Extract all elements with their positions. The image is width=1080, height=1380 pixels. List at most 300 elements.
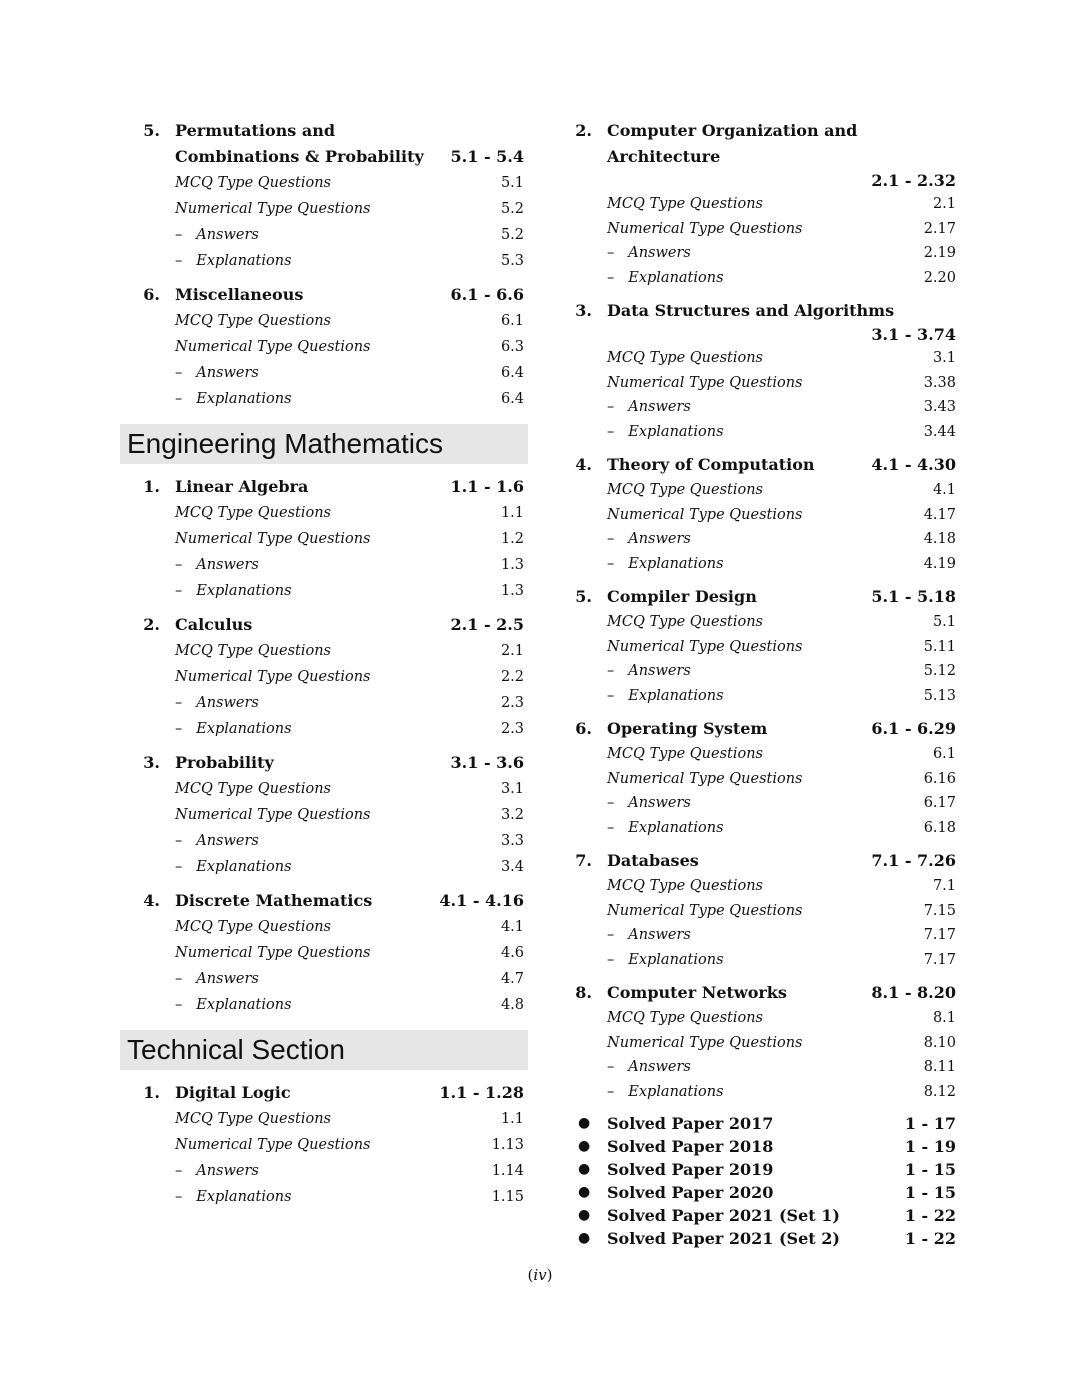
entry-page: 4.19 <box>923 555 956 572</box>
entry-label <box>175 828 259 854</box>
entry-text: Answers <box>628 663 691 679</box>
entry-label <box>607 241 691 266</box>
dash-marker: – <box>175 997 183 1013</box>
entry-page: 2.20 <box>923 269 956 286</box>
chapter-number: 7. <box>575 851 592 870</box>
chapter-page-range: 2.1 - 2.5 <box>450 615 524 634</box>
dash-marker: – <box>175 391 183 407</box>
entry-text: Numerical Type Questions <box>607 770 803 787</box>
toc-entry <box>572 1055 958 1080</box>
entry-label <box>175 552 259 578</box>
bullet-icon: ● <box>578 1161 591 1177</box>
toc-entry <box>120 334 528 360</box>
toc-entry <box>572 1080 958 1105</box>
page-footer: (iv) <box>527 1266 553 1284</box>
chapter-number: 5. <box>575 587 592 606</box>
chapter-page-range: 4.1 - 4.30 <box>871 455 956 474</box>
toc-entry <box>120 308 528 334</box>
chapter-heading <box>120 612 528 638</box>
entry-label <box>607 371 803 396</box>
chapter-title: Permutations and Combinations & Probability <box>175 121 424 166</box>
entry-page: 2.2 <box>500 669 524 685</box>
entry-label <box>175 170 331 196</box>
toc-entry <box>120 940 528 966</box>
bullet-icon: ● <box>578 1115 591 1131</box>
entry-page: 4.18 <box>923 531 956 547</box>
chapter-group-top <box>120 118 528 412</box>
entry-text: Explanations <box>196 583 292 599</box>
entry-label <box>175 196 371 222</box>
chapter-block <box>120 282 528 412</box>
entry-page: 4.6 <box>500 945 524 961</box>
entry-text: Numerical Type Questions <box>607 374 803 391</box>
entry-label <box>607 346 763 371</box>
solved-paper-entry <box>572 1158 958 1181</box>
chapter-number: 6. <box>143 285 160 304</box>
entry-page: 5.2 <box>500 227 524 243</box>
dash-marker: – <box>607 423 615 440</box>
entry-page: 7.1 <box>932 878 956 894</box>
entry-text: Explanations <box>628 423 724 440</box>
chapter-page-range: 7.1 - 7.26 <box>871 851 956 870</box>
entry-page: 4.1 <box>500 919 524 935</box>
chapter-heading <box>572 584 958 610</box>
entry-label <box>175 854 292 880</box>
entry-label <box>607 192 763 217</box>
chapter-page-range: 8.1 - 8.20 <box>871 983 956 1002</box>
entry-page: 3.43 <box>923 399 956 415</box>
dash-marker: – <box>607 399 615 415</box>
entry-label <box>607 635 803 660</box>
toc-entry <box>572 816 958 841</box>
entry-page: 1.1 <box>500 1111 524 1127</box>
chapter-page-range: 2.1 - 2.32 <box>871 171 956 190</box>
chapter-block <box>120 474 528 604</box>
entry-page: 8.1 <box>932 1010 956 1026</box>
toc-entry <box>120 914 528 940</box>
toc-entry <box>572 923 958 948</box>
entry-page: 6.1 <box>932 746 956 762</box>
chapter-title: Computer Networks <box>607 983 787 1002</box>
chapter-heading <box>572 848 958 874</box>
toc-entry <box>572 420 958 445</box>
entry-page: 6.18 <box>923 819 956 836</box>
entry-text: Numerical Type Questions <box>175 201 371 217</box>
toc-entry <box>120 664 528 690</box>
entry-text: Numerical Type Questions <box>607 220 803 237</box>
entry-label <box>607 1080 724 1105</box>
entry-label <box>175 914 331 940</box>
chapter-title: Compiler Design <box>607 587 757 606</box>
chapter-block <box>572 848 958 972</box>
entry-label <box>607 552 724 577</box>
chapter-title: Operating System <box>607 719 768 738</box>
entry-page: 5.1 <box>500 175 524 191</box>
chapter-block <box>572 118 958 290</box>
entry-label <box>175 526 371 552</box>
toc-entry <box>572 395 958 420</box>
toc-entry <box>572 742 958 767</box>
entry-label <box>607 767 803 792</box>
dash-marker: – <box>175 971 183 987</box>
entry-text: Explanations <box>196 1189 292 1205</box>
toc-entry <box>120 552 528 578</box>
dash-marker: – <box>175 583 183 599</box>
entry-label <box>175 222 259 248</box>
entry-label <box>607 1055 691 1080</box>
dash-marker: – <box>607 663 615 679</box>
entry-page: 2.19 <box>923 245 956 261</box>
bullet-icon: ● <box>578 1207 591 1223</box>
chapter-title: Calculus <box>175 615 253 634</box>
entry-text: Answers <box>196 833 259 849</box>
toc-entry <box>572 552 958 577</box>
toc-entry <box>120 776 528 802</box>
entry-page: 6.17 <box>923 795 956 811</box>
chapter-block <box>572 298 958 444</box>
chapter-title: Databases <box>607 851 699 870</box>
toc-entry <box>572 659 958 684</box>
right-column <box>572 118 958 1250</box>
entry-text: Answers <box>628 399 691 415</box>
entry-page: 6.16 <box>923 770 956 787</box>
entry-page: 1.3 <box>500 557 524 573</box>
dash-marker: – <box>607 555 615 572</box>
chapter-block <box>120 888 528 1018</box>
toc-entry <box>120 500 528 526</box>
entry-text: Explanations <box>196 859 292 875</box>
entry-page: 3.1 <box>932 350 956 366</box>
toc-entry <box>572 527 958 552</box>
toc-entry <box>572 791 958 816</box>
toc-entry <box>120 526 528 552</box>
entry-text: Answers <box>196 971 259 987</box>
toc-entry <box>120 222 528 248</box>
entry-text: Numerical Type Questions <box>607 638 803 655</box>
entry-page: 1.15 <box>491 1189 524 1205</box>
entry-label <box>607 266 724 291</box>
toc-entry <box>120 992 528 1018</box>
entry-page: 1.1 <box>500 505 524 521</box>
entry-text: Answers <box>628 531 691 547</box>
chapter-block <box>572 452 958 576</box>
entry-page: 4.17 <box>923 506 956 523</box>
entry-page: 5.1 <box>932 614 956 630</box>
toc-entry <box>120 1158 528 1184</box>
entry-label <box>175 334 371 360</box>
chapter-block <box>120 750 528 880</box>
entry-label <box>607 1031 803 1056</box>
entry-label <box>175 1106 331 1132</box>
solved-paper-range: 1 - 15 <box>904 1160 956 1179</box>
solved-paper-label: Solved Paper 2018 <box>607 1137 774 1156</box>
toc-entry <box>120 1132 528 1158</box>
entry-text: MCQ Type Questions <box>175 313 331 329</box>
dash-marker: – <box>175 859 183 875</box>
toc-entry <box>572 635 958 660</box>
entry-label <box>175 248 292 274</box>
entry-page: 3.3 <box>500 833 524 849</box>
chapter-number: 4. <box>143 891 160 910</box>
section-heading-technical: Technical Section <box>120 1030 528 1070</box>
entry-page: 4.8 <box>500 997 524 1013</box>
toc-entry <box>120 1106 528 1132</box>
toc-entry <box>572 684 958 709</box>
chapter-number: 8. <box>575 983 592 1002</box>
entry-label <box>175 638 331 664</box>
solved-paper-label: Solved Paper 2019 <box>607 1160 774 1179</box>
chapter-page-range: 6.1 - 6.6 <box>450 285 524 304</box>
entry-text: MCQ Type Questions <box>175 781 331 797</box>
toc-entry <box>120 578 528 604</box>
entry-label <box>175 360 259 386</box>
chapter-title: Miscellaneous <box>175 285 304 304</box>
toc-entry <box>572 192 958 217</box>
chapter-title: Probability <box>175 753 274 772</box>
entry-label <box>175 992 292 1018</box>
entry-page: 1.3 <box>500 583 524 599</box>
chapter-number: 4. <box>575 455 592 474</box>
entry-label <box>607 478 763 503</box>
dash-marker: – <box>175 227 183 243</box>
chapter-page-range: 4.1 - 4.16 <box>439 891 524 910</box>
entry-text: Explanations <box>628 951 724 968</box>
toc-entry <box>572 1006 958 1031</box>
toc-entry <box>120 854 528 880</box>
chapter-number: 5. <box>143 121 160 140</box>
solved-paper-range: 1 - 17 <box>904 1114 956 1133</box>
entry-label <box>175 664 371 690</box>
solved-paper-entry <box>572 1227 958 1250</box>
chapter-block <box>572 584 958 708</box>
entry-text: Answers <box>628 927 691 943</box>
toc-entry <box>572 610 958 635</box>
chapter-heading <box>120 118 528 170</box>
entry-label <box>607 874 763 899</box>
entry-page: 8.11 <box>923 1059 956 1075</box>
dash-marker: – <box>175 833 183 849</box>
entry-label <box>175 578 292 604</box>
toc-entry <box>572 346 958 371</box>
chapter-number: 6. <box>575 719 592 738</box>
page-number: iv <box>533 1266 547 1284</box>
entry-text: Numerical Type Questions <box>175 807 371 823</box>
chapter-heading <box>572 980 958 1006</box>
entry-label <box>175 386 292 412</box>
chapter-heading <box>120 282 528 308</box>
bullet-icon: ● <box>578 1138 591 1154</box>
toc-entry <box>572 371 958 396</box>
dash-marker: – <box>175 557 183 573</box>
entry-page: 3.38 <box>923 374 956 391</box>
chapter-page-range: 5.1 - 5.4 <box>450 147 524 166</box>
entry-label <box>607 899 803 924</box>
entry-text: Numerical Type Questions <box>175 531 371 547</box>
entry-page: 2.17 <box>923 220 956 237</box>
toc-entry <box>572 503 958 528</box>
entry-page: 4.1 <box>932 482 956 498</box>
chapter-heading <box>120 1080 528 1106</box>
chapter-page-range: 3.1 - 3.74 <box>871 325 956 344</box>
dash-marker: – <box>607 245 615 261</box>
solved-paper-range: 1 - 22 <box>904 1229 956 1248</box>
entry-page: 3.2 <box>500 807 524 823</box>
dash-marker: – <box>175 1163 183 1179</box>
entry-page: 3.4 <box>500 859 524 875</box>
toc-entry <box>572 1031 958 1056</box>
entry-text: MCQ Type Questions <box>175 175 331 191</box>
entry-text: Numerical Type Questions <box>175 669 371 685</box>
entry-text: Numerical Type Questions <box>175 1137 371 1153</box>
bullet-icon: ● <box>578 1184 591 1200</box>
entry-text: Answers <box>196 557 259 573</box>
entry-label <box>175 1158 259 1184</box>
section-heading-engineering-mathematics: Engineering Mathematics <box>120 424 528 464</box>
entry-text: Answers <box>196 1163 259 1179</box>
entry-text: MCQ Type Questions <box>175 643 331 659</box>
dash-marker: – <box>607 687 615 704</box>
toc-entry <box>120 690 528 716</box>
toc-entry <box>572 899 958 924</box>
entry-page: 3.1 <box>500 781 524 797</box>
chapter-block <box>572 980 958 1104</box>
entry-label <box>607 217 803 242</box>
entry-label <box>607 503 803 528</box>
chapter-number: 3. <box>575 301 592 320</box>
toc-entry <box>120 802 528 828</box>
toc-entry <box>120 828 528 854</box>
solved-paper-entry <box>572 1135 958 1158</box>
toc-entry <box>120 360 528 386</box>
chapter-heading <box>572 716 958 742</box>
toc-entry <box>572 266 958 291</box>
entry-label <box>175 308 331 334</box>
toc-entry <box>572 948 958 973</box>
entry-label <box>175 802 371 828</box>
entry-text: Numerical Type Questions <box>607 1034 803 1051</box>
entry-text: MCQ Type Questions <box>607 1010 763 1026</box>
entry-page: 8.12 <box>923 1083 956 1100</box>
entry-label <box>607 684 724 709</box>
solved-paper-label: Solved Paper 2021 (Set 2) <box>607 1229 840 1248</box>
entry-page: 6.4 <box>500 391 524 407</box>
entry-label <box>607 395 691 420</box>
entry-page: 5.3 <box>500 253 524 269</box>
entry-label <box>175 776 331 802</box>
dash-marker: – <box>607 269 615 286</box>
entry-page: 5.13 <box>923 687 956 704</box>
toc-entry <box>120 170 528 196</box>
chapter-group-technical-continued <box>572 118 958 1104</box>
toc-entry <box>120 1184 528 1210</box>
entry-text: Explanations <box>196 997 292 1013</box>
chapter-number: 2. <box>575 121 592 140</box>
entry-label <box>175 966 259 992</box>
chapter-page-range: 1.1 - 1.28 <box>439 1083 524 1102</box>
chapter-heading <box>120 474 528 500</box>
bullet-icon: ● <box>578 1230 591 1246</box>
dash-marker: – <box>175 365 183 381</box>
entry-text: MCQ Type Questions <box>175 1111 331 1127</box>
entry-page: 1.13 <box>491 1137 524 1153</box>
entry-text: Numerical Type Questions <box>175 339 371 355</box>
entry-text: MCQ Type Questions <box>607 196 763 212</box>
dash-marker: – <box>607 531 615 547</box>
chapter-group-math <box>120 474 528 1018</box>
entry-text: Explanations <box>628 269 724 286</box>
toc-entry <box>120 386 528 412</box>
chapter-page-range: 3.1 - 3.6 <box>450 753 524 772</box>
entry-page: 2.1 <box>932 196 956 212</box>
entry-label <box>175 940 371 966</box>
dash-marker: – <box>607 951 615 968</box>
entry-page: 5.2 <box>500 201 524 217</box>
solved-paper-label: Solved Paper 2017 <box>607 1114 774 1133</box>
entry-label <box>607 742 763 767</box>
entry-label <box>607 527 691 552</box>
entry-label <box>607 659 691 684</box>
solved-paper-label: Solved Paper 2020 <box>607 1183 774 1202</box>
chapter-number: 1. <box>143 1083 160 1102</box>
entry-label <box>607 923 691 948</box>
chapter-heading <box>120 750 528 776</box>
chapter-block <box>572 716 958 840</box>
chapter-page-range: 5.1 - 5.18 <box>871 587 956 606</box>
entry-text: Numerical Type Questions <box>607 506 803 523</box>
left-column <box>120 118 528 1218</box>
entry-text: Numerical Type Questions <box>607 902 803 919</box>
chapter-title: Digital Logic <box>175 1083 291 1102</box>
chapter-number: 3. <box>143 753 160 772</box>
dash-marker: – <box>607 795 615 811</box>
chapter-page-range: 1.1 - 1.6 <box>450 477 524 496</box>
entry-text: Explanations <box>196 391 292 407</box>
entry-text: Numerical Type Questions <box>175 945 371 961</box>
entry-text: Answers <box>196 227 259 243</box>
chapter-heading <box>120 888 528 914</box>
entry-page: 8.10 <box>923 1034 956 1051</box>
entry-page: 7.15 <box>923 902 956 919</box>
entry-text: Explanations <box>196 253 292 269</box>
dash-marker: – <box>175 1189 183 1205</box>
entry-page: 2.3 <box>500 695 524 711</box>
entry-label <box>175 500 331 526</box>
entry-label <box>607 1006 763 1031</box>
solved-paper-entry <box>572 1204 958 1227</box>
chapter-heading <box>572 452 958 478</box>
dash-marker: – <box>175 253 183 269</box>
chapter-page-range: 6.1 - 6.29 <box>871 719 956 738</box>
entry-page: 6.3 <box>500 339 524 355</box>
entry-text: MCQ Type Questions <box>175 505 331 521</box>
entry-page: 5.11 <box>923 638 956 655</box>
chapter-title: Linear Algebra <box>175 477 309 496</box>
chapter-title: Data Structures and Algorithms <box>607 301 895 320</box>
solved-paper-range: 1 - 15 <box>904 1183 956 1202</box>
dash-marker: – <box>175 695 183 711</box>
toc-entry <box>120 638 528 664</box>
entry-text: Answers <box>628 245 691 261</box>
chapter-number: 2. <box>143 615 160 634</box>
entry-label <box>175 1184 292 1210</box>
entry-text: MCQ Type Questions <box>607 482 763 498</box>
dash-marker: – <box>607 1083 615 1100</box>
chapter-block <box>120 1080 528 1210</box>
entry-label <box>175 716 292 742</box>
toc-entry <box>120 716 528 742</box>
solved-paper-range: 1 - 22 <box>904 1206 956 1225</box>
entry-page: 3.44 <box>923 423 956 440</box>
